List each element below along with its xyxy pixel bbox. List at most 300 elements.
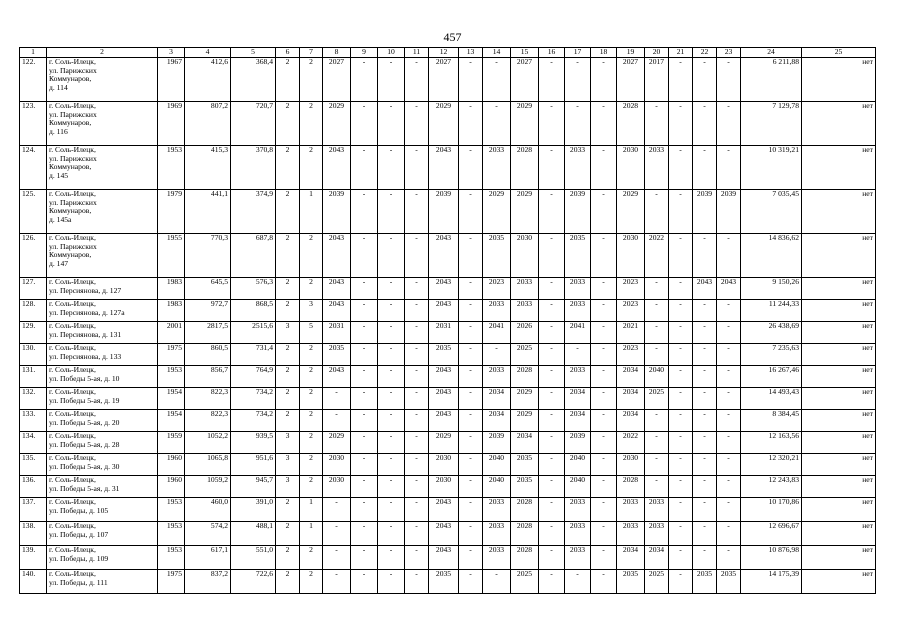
- year-cell: 2040: [645, 366, 669, 388]
- year-cell: -: [591, 522, 617, 546]
- year-cell: -: [323, 410, 351, 432]
- cost-cell: 10 876,98: [741, 546, 802, 570]
- year-cell: 2030: [429, 454, 459, 476]
- year-cell: 3: [276, 454, 300, 476]
- year-cell: 2043: [429, 522, 459, 546]
- year-cell: 2: [300, 476, 323, 498]
- year-cell: 2035: [511, 454, 539, 476]
- value-cell: 770,3: [185, 234, 231, 278]
- column-header: 1: [20, 48, 47, 58]
- year-cell: -: [717, 476, 741, 498]
- year-cell: 2: [276, 58, 300, 102]
- value-cell: 1979: [158, 190, 185, 234]
- year-cell: 2043: [323, 146, 351, 190]
- year-cell: -: [405, 454, 429, 476]
- year-cell: -: [539, 102, 565, 146]
- year-cell: -: [378, 522, 405, 546]
- value-cell: 460,0: [185, 498, 231, 522]
- column-header: 4: [185, 48, 231, 58]
- year-cell: 2028: [511, 366, 539, 388]
- year-cell: -: [405, 102, 429, 146]
- year-cell: -: [693, 102, 717, 146]
- cost-cell: 12 320,21: [741, 454, 802, 476]
- year-cell: 2043: [429, 388, 459, 410]
- year-cell: 2029: [323, 432, 351, 454]
- address-cell: г. Соль-Илецк, ул. Парижских Коммунаров, д. 147: [47, 234, 158, 278]
- year-cell: -: [459, 454, 483, 476]
- year-cell: -: [539, 190, 565, 234]
- year-cell: -: [591, 146, 617, 190]
- value-cell: 860,5: [185, 344, 231, 366]
- value-cell: 1954: [158, 410, 185, 432]
- year-cell: -: [717, 522, 741, 546]
- year-cell: -: [351, 522, 378, 546]
- year-cell: 2: [300, 388, 323, 410]
- year-cell: 2: [276, 190, 300, 234]
- year-cell: 2031: [323, 322, 351, 344]
- value-cell: 370,8: [231, 146, 276, 190]
- value-cell: 1953: [158, 366, 185, 388]
- column-header: 10: [378, 48, 405, 58]
- year-cell: 2030: [511, 234, 539, 278]
- value-cell: 415,3: [185, 146, 231, 190]
- year-cell: -: [378, 58, 405, 102]
- year-cell: 2030: [617, 234, 645, 278]
- year-cell: 2043: [323, 278, 351, 300]
- value-cell: 720,7: [231, 102, 276, 146]
- year-cell: 2041: [483, 322, 511, 344]
- table-row: [20, 278, 876, 300]
- year-cell: 2029: [429, 432, 459, 454]
- row-number-cell: 130.: [20, 344, 47, 366]
- year-cell: 2: [300, 278, 323, 300]
- year-cell: 2: [300, 410, 323, 432]
- year-cell: 2043: [323, 234, 351, 278]
- year-cell: 2033: [565, 278, 591, 300]
- year-cell: 2035: [717, 570, 741, 594]
- value-cell: 1967: [158, 58, 185, 102]
- year-cell: -: [669, 234, 693, 278]
- year-cell: 2033: [511, 278, 539, 300]
- year-cell: -: [405, 190, 429, 234]
- year-cell: -: [591, 190, 617, 234]
- year-cell: 2033: [645, 498, 669, 522]
- flag-cell: нет: [802, 234, 876, 278]
- value-cell: 1975: [158, 344, 185, 366]
- year-cell: 2034: [511, 432, 539, 454]
- year-cell: -: [378, 300, 405, 322]
- table-row: [20, 476, 876, 498]
- table-row: [20, 366, 876, 388]
- year-cell: 2043: [693, 278, 717, 300]
- cost-cell: 6 211,88: [741, 58, 802, 102]
- year-cell: -: [405, 410, 429, 432]
- year-cell: -: [459, 546, 483, 570]
- address-cell: г. Соль-Илецк, ул. Победы 5-ая, д. 28: [47, 432, 158, 454]
- year-cell: 2034: [645, 546, 669, 570]
- year-cell: 2033: [483, 300, 511, 322]
- year-cell: -: [591, 432, 617, 454]
- year-cell: 2030: [323, 476, 351, 498]
- year-cell: -: [405, 366, 429, 388]
- year-cell: 2034: [617, 366, 645, 388]
- value-cell: 1953: [158, 522, 185, 546]
- address-cell: г. Соль-Илецк, ул. Парижских Коммунаров, д. 114: [47, 58, 158, 102]
- year-cell: 2: [276, 344, 300, 366]
- year-cell: -: [539, 234, 565, 278]
- year-cell: -: [539, 498, 565, 522]
- year-cell: -: [693, 388, 717, 410]
- year-cell: -: [565, 344, 591, 366]
- year-cell: -: [323, 498, 351, 522]
- year-cell: -: [351, 58, 378, 102]
- row-number-cell: 127.: [20, 278, 47, 300]
- year-cell: 2034: [617, 410, 645, 432]
- year-cell: -: [405, 522, 429, 546]
- year-cell: -: [591, 454, 617, 476]
- year-cell: -: [693, 146, 717, 190]
- year-cell: 2033: [483, 546, 511, 570]
- year-cell: 2039: [693, 190, 717, 234]
- year-cell: -: [693, 344, 717, 366]
- year-cell: -: [459, 476, 483, 498]
- column-header: 6: [276, 48, 300, 58]
- year-cell: 2: [276, 234, 300, 278]
- year-cell: -: [405, 432, 429, 454]
- value-cell: 1065,8: [185, 454, 231, 476]
- flag-cell: нет: [802, 300, 876, 322]
- year-cell: -: [565, 570, 591, 594]
- year-cell: 2034: [617, 388, 645, 410]
- year-cell: -: [693, 300, 717, 322]
- year-cell: 2029: [511, 102, 539, 146]
- year-cell: -: [459, 366, 483, 388]
- year-cell: -: [717, 546, 741, 570]
- year-cell: -: [669, 522, 693, 546]
- cost-cell: 12 696,67: [741, 522, 802, 546]
- year-cell: 2026: [511, 322, 539, 344]
- table-row: [20, 102, 876, 146]
- flag-cell: нет: [802, 366, 876, 388]
- year-cell: 2043: [429, 410, 459, 432]
- year-cell: 2030: [617, 454, 645, 476]
- year-cell: -: [405, 278, 429, 300]
- value-cell: 822,3: [185, 388, 231, 410]
- address-cell: г. Соль-Илецк, ул. Победы 5-ая, д. 10: [47, 366, 158, 388]
- year-cell: -: [539, 454, 565, 476]
- year-cell: 2043: [429, 300, 459, 322]
- value-cell: 551,0: [231, 546, 276, 570]
- value-cell: 939,5: [231, 432, 276, 454]
- flag-cell: нет: [802, 102, 876, 146]
- year-cell: -: [351, 300, 378, 322]
- value-cell: 1983: [158, 278, 185, 300]
- cost-cell: 8 384,45: [741, 410, 802, 432]
- year-cell: -: [378, 278, 405, 300]
- year-cell: 2022: [645, 234, 669, 278]
- year-cell: 2023: [617, 300, 645, 322]
- value-cell: 1953: [158, 498, 185, 522]
- year-cell: -: [717, 454, 741, 476]
- year-cell: -: [717, 58, 741, 102]
- value-cell: 1969: [158, 102, 185, 146]
- year-cell: -: [351, 234, 378, 278]
- value-cell: 731,4: [231, 344, 276, 366]
- year-cell: 2: [276, 300, 300, 322]
- value-cell: 1953: [158, 146, 185, 190]
- table-row: [20, 146, 876, 190]
- year-cell: -: [539, 570, 565, 594]
- value-cell: 645,5: [185, 278, 231, 300]
- year-cell: -: [459, 322, 483, 344]
- year-cell: -: [351, 432, 378, 454]
- year-cell: 2017: [645, 58, 669, 102]
- value-cell: 441,1: [185, 190, 231, 234]
- column-header: 13: [459, 48, 483, 58]
- year-cell: 2033: [565, 546, 591, 570]
- value-cell: 868,5: [231, 300, 276, 322]
- table-row: [20, 498, 876, 522]
- year-cell: -: [459, 234, 483, 278]
- year-cell: -: [591, 366, 617, 388]
- year-cell: -: [539, 388, 565, 410]
- year-cell: -: [669, 410, 693, 432]
- year-cell: -: [539, 300, 565, 322]
- address-cell: г. Соль-Илецк, ул. Победы 5-ая, д. 20: [47, 410, 158, 432]
- flag-cell: нет: [802, 410, 876, 432]
- year-cell: 2033: [645, 522, 669, 546]
- year-cell: 2033: [483, 146, 511, 190]
- year-cell: -: [483, 102, 511, 146]
- address-cell: г. Соль-Илецк, ул. Победы, д. 105: [47, 498, 158, 522]
- housing-register-table: [19, 47, 876, 594]
- value-cell: 1960: [158, 476, 185, 498]
- value-cell: 2001: [158, 322, 185, 344]
- year-cell: 2029: [511, 190, 539, 234]
- year-cell: -: [591, 410, 617, 432]
- row-number-cell: 136.: [20, 476, 47, 498]
- table-row: [20, 322, 876, 344]
- year-cell: -: [693, 58, 717, 102]
- year-cell: 2030: [617, 146, 645, 190]
- year-cell: 2033: [483, 498, 511, 522]
- column-header: 22: [693, 48, 717, 58]
- year-cell: -: [591, 498, 617, 522]
- year-cell: -: [645, 344, 669, 366]
- year-cell: -: [351, 322, 378, 344]
- year-cell: 2: [300, 570, 323, 594]
- year-cell: -: [591, 58, 617, 102]
- year-cell: 1: [300, 498, 323, 522]
- year-cell: 2029: [323, 102, 351, 146]
- year-cell: -: [351, 278, 378, 300]
- year-cell: 2023: [617, 344, 645, 366]
- year-cell: -: [591, 570, 617, 594]
- year-cell: -: [483, 344, 511, 366]
- year-cell: 2: [276, 102, 300, 146]
- year-cell: 2: [300, 454, 323, 476]
- year-cell: 2043: [717, 278, 741, 300]
- row-number-cell: 128.: [20, 300, 47, 322]
- row-number-cell: 129.: [20, 322, 47, 344]
- value-cell: 1959: [158, 432, 185, 454]
- value-cell: 368,4: [231, 58, 276, 102]
- year-cell: 2: [276, 388, 300, 410]
- address-cell: г. Соль-Илецк, ул. Персиянова, д. 127: [47, 278, 158, 300]
- year-cell: 3: [276, 432, 300, 454]
- address-cell: г. Соль-Илецк, ул. Парижских Коммунаров, д. 116: [47, 102, 158, 146]
- year-cell: -: [539, 322, 565, 344]
- cost-cell: 9 150,26: [741, 278, 802, 300]
- year-cell: -: [669, 570, 693, 594]
- year-cell: 2025: [511, 570, 539, 594]
- year-cell: 2039: [483, 432, 511, 454]
- year-cell: 2: [300, 366, 323, 388]
- year-cell: 2040: [565, 454, 591, 476]
- value-cell: 1953: [158, 546, 185, 570]
- column-header: 18: [591, 48, 617, 58]
- year-cell: -: [645, 454, 669, 476]
- table-row: [20, 522, 876, 546]
- year-cell: -: [693, 410, 717, 432]
- row-number-cell: 124.: [20, 146, 47, 190]
- year-cell: -: [669, 300, 693, 322]
- year-cell: 2030: [323, 454, 351, 476]
- column-header: 23: [717, 48, 741, 58]
- year-cell: -: [645, 278, 669, 300]
- value-cell: 837,2: [185, 570, 231, 594]
- year-cell: 3: [276, 322, 300, 344]
- year-cell: -: [405, 234, 429, 278]
- address-cell: г. Соль-Илецк, ул. Победы, д. 111: [47, 570, 158, 594]
- table-row: [20, 388, 876, 410]
- year-cell: -: [378, 190, 405, 234]
- value-cell: 576,3: [231, 278, 276, 300]
- year-cell: -: [591, 546, 617, 570]
- column-header: 2: [47, 48, 158, 58]
- year-cell: -: [591, 300, 617, 322]
- column-header: 5: [231, 48, 276, 58]
- year-cell: -: [378, 344, 405, 366]
- year-cell: -: [669, 344, 693, 366]
- year-cell: 2: [276, 366, 300, 388]
- column-header: 24: [741, 48, 802, 58]
- year-cell: -: [405, 546, 429, 570]
- value-cell: 574,2: [185, 522, 231, 546]
- year-cell: 2025: [511, 344, 539, 366]
- year-cell: 2035: [511, 476, 539, 498]
- year-cell: -: [405, 300, 429, 322]
- year-cell: -: [459, 432, 483, 454]
- year-cell: -: [378, 102, 405, 146]
- year-cell: 2043: [429, 278, 459, 300]
- cost-cell: 10 170,86: [741, 498, 802, 522]
- year-cell: 2029: [483, 190, 511, 234]
- year-cell: 2030: [429, 476, 459, 498]
- year-cell: 2035: [429, 570, 459, 594]
- column-header: 21: [669, 48, 693, 58]
- flag-cell: нет: [802, 58, 876, 102]
- row-number-cell: 133.: [20, 410, 47, 432]
- year-cell: 2043: [323, 300, 351, 322]
- year-cell: -: [645, 322, 669, 344]
- year-cell: -: [459, 522, 483, 546]
- year-cell: 2039: [565, 432, 591, 454]
- year-cell: -: [591, 102, 617, 146]
- year-cell: -: [405, 570, 429, 594]
- year-cell: -: [459, 388, 483, 410]
- year-cell: 2: [276, 522, 300, 546]
- year-cell: -: [539, 58, 565, 102]
- year-cell: -: [539, 146, 565, 190]
- cost-cell: 7 235,63: [741, 344, 802, 366]
- flag-cell: нет: [802, 322, 876, 344]
- year-cell: -: [323, 388, 351, 410]
- year-cell: -: [351, 146, 378, 190]
- year-cell: -: [405, 58, 429, 102]
- cost-cell: 10 319,21: [741, 146, 802, 190]
- year-cell: 2043: [429, 498, 459, 522]
- flag-cell: нет: [802, 498, 876, 522]
- flag-cell: нет: [802, 476, 876, 498]
- year-cell: 2029: [617, 190, 645, 234]
- row-number-cell: 123.: [20, 102, 47, 146]
- value-cell: 412,6: [185, 58, 231, 102]
- year-cell: -: [539, 366, 565, 388]
- year-cell: -: [378, 476, 405, 498]
- value-cell: 856,7: [185, 366, 231, 388]
- year-cell: 2033: [565, 300, 591, 322]
- value-cell: 734,2: [231, 388, 276, 410]
- year-cell: -: [378, 432, 405, 454]
- year-cell: 2035: [617, 570, 645, 594]
- year-cell: -: [693, 234, 717, 278]
- year-cell: -: [459, 190, 483, 234]
- year-cell: 2043: [429, 234, 459, 278]
- column-header: 15: [511, 48, 539, 58]
- column-header: 19: [617, 48, 645, 58]
- year-cell: 2: [300, 102, 323, 146]
- year-cell: 2028: [617, 476, 645, 498]
- year-cell: -: [405, 322, 429, 344]
- column-header: 11: [405, 48, 429, 58]
- year-cell: -: [459, 278, 483, 300]
- year-cell: -: [378, 234, 405, 278]
- year-cell: 2: [300, 58, 323, 102]
- year-cell: -: [693, 522, 717, 546]
- year-cell: -: [645, 410, 669, 432]
- year-cell: -: [669, 58, 693, 102]
- year-cell: -: [669, 190, 693, 234]
- year-cell: -: [669, 432, 693, 454]
- table-body: [20, 58, 876, 594]
- year-cell: 2: [300, 546, 323, 570]
- cost-cell: 16 267,46: [741, 366, 802, 388]
- year-cell: 2025: [645, 388, 669, 410]
- year-cell: -: [669, 278, 693, 300]
- year-cell: -: [669, 366, 693, 388]
- row-number-cell: 134.: [20, 432, 47, 454]
- year-cell: 3: [300, 300, 323, 322]
- year-cell: -: [351, 570, 378, 594]
- year-cell: -: [351, 102, 378, 146]
- table-row: [20, 410, 876, 432]
- year-cell: 2033: [565, 522, 591, 546]
- year-cell: 2040: [565, 476, 591, 498]
- year-cell: 2043: [323, 366, 351, 388]
- column-header: 20: [645, 48, 669, 58]
- value-cell: 374,9: [231, 190, 276, 234]
